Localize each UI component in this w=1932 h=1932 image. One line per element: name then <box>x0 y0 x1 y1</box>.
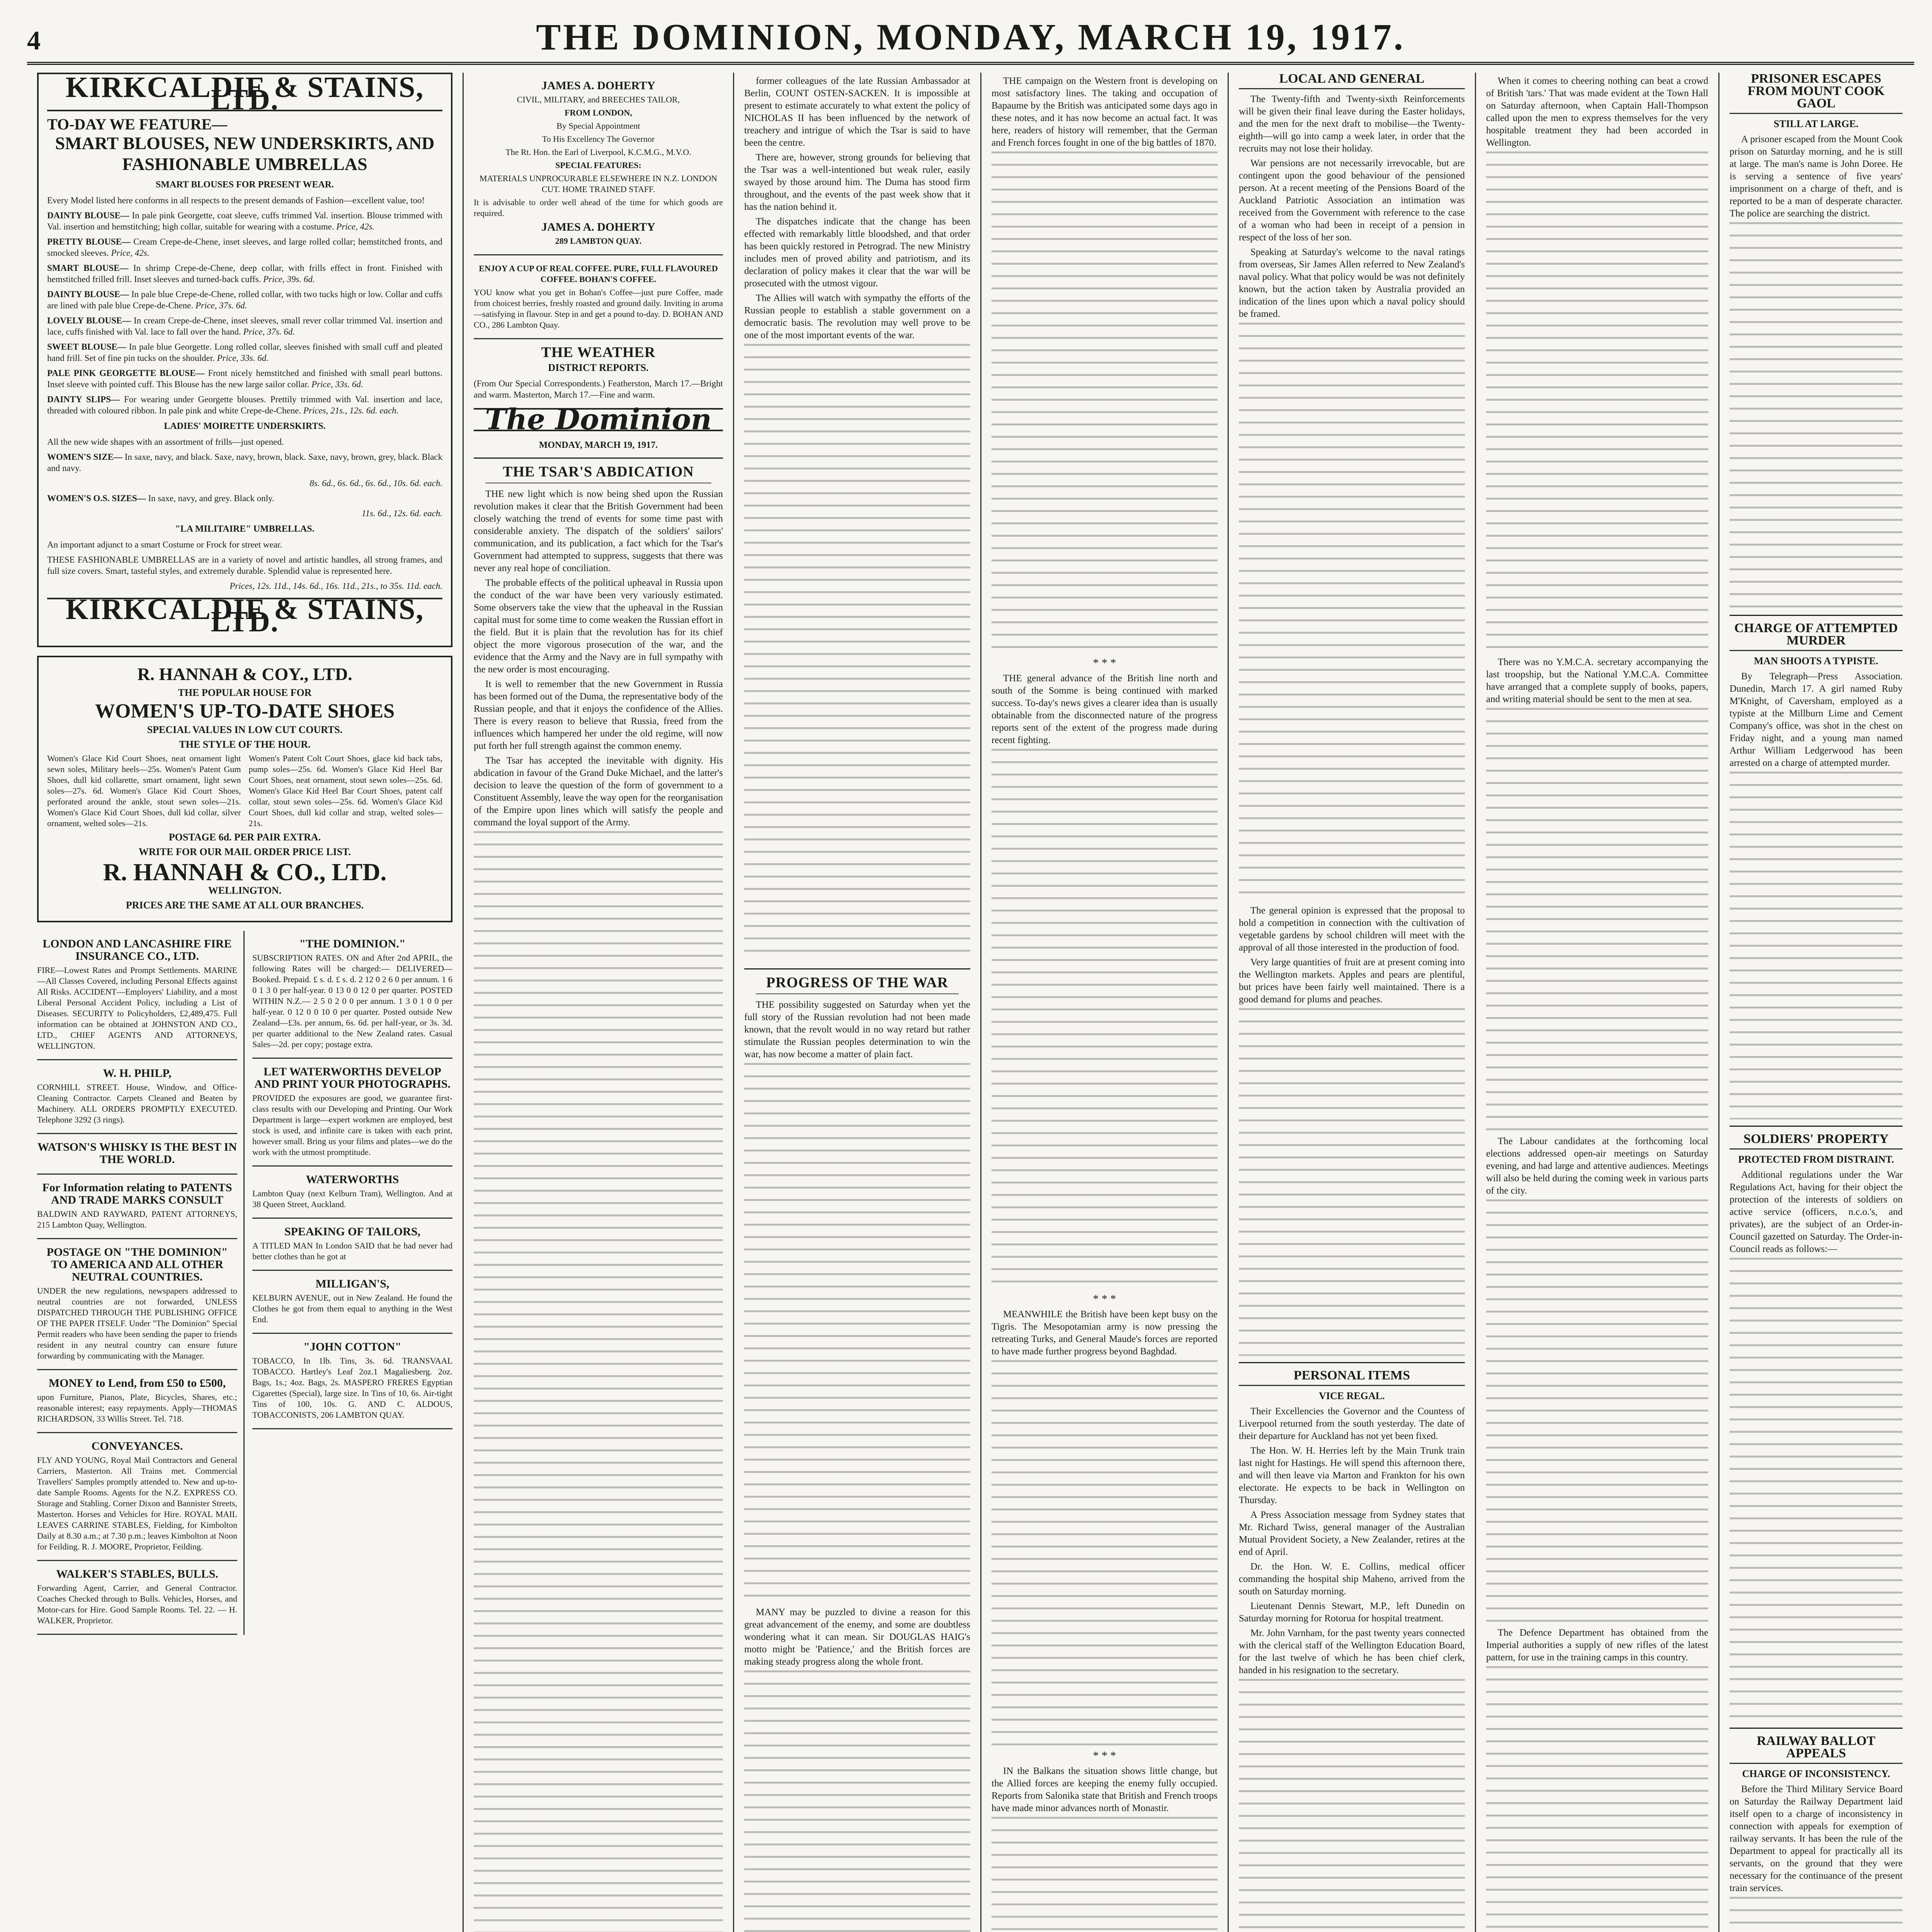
text-lines <box>1239 1679 1465 1932</box>
doherty-trade: CIVIL, MILITARY, and BREECHES TAILOR, <box>517 95 680 104</box>
ballot-text: Before the Third Military Service Board on Saturday the Railway Department laid itself open to a charge of inconsistency in connection with appeals for exemption of railway servants. It has been the rule of the Department to appeal for practically all its servants, on the ground that they were necessary for the continuance of the present train services. <box>1730 1784 1903 1893</box>
small-ads-left <box>37 931 245 1635</box>
leader-para-2: The probable effects of the political upheaval in Russia upon the conduct of the war have been very variously estimated. Some observers take the view that the upheaval in the Russian capital must for some time to come weaken the Russian effort in the field. But it is plain that the revolution has for its chief object the more vigorous prosecution of the war, and the evidence that the Army and the Navy are in full sympathy with the new order is most encouraging. <box>474 578 723 675</box>
small-ads <box>37 931 452 1635</box>
classified-ad-title: MONEY to Lend, from £50 to £500, <box>48 1377 226 1389</box>
text-lines <box>1730 772 1903 1119</box>
blouse-description: In shrimp Crepe-de-Chene, deep collar, with frills effect in front. Finished with hemstitched frilled frill. Inset sleeves and turned-back cuffs. <box>47 263 443 284</box>
personal-subheading: VICE REGAL. <box>1319 1390 1385 1401</box>
blouse-name: DAINTY BLOUSE— <box>47 211 129 220</box>
blouse-price: Price, 33s. 6d. <box>311 379 363 389</box>
soldiers-subheading: PROTECTED FROM DISTRAINT. <box>1738 1154 1894 1165</box>
classified-ad <box>252 1167 452 1219</box>
column-4: THE campaign on the Western front is developing on most satisfactory lines. The taking and occupation of Bapaume by the British was anticipated some days ago in these notes, and it has now become an actual fact. It was here, readers of history will remember, that the German and French forces fought in one of the big battles of 1870. * * * THE general advance of the British line north and south of the Somme is being continued with marked success. To-day's news gives a clearer idea than is usually obtainable from the disconnected nature of the progress reports sent of the extent of the progress made during recent fighting. * * * MEANWHILE the British have been kept busy on the Tigris. The Mesopotamian army is now pressing the retreating Turks, and General Maude's forces are reported to have made further progress beyond Baghdad. * * * IN the Balkans the situation shows little change, but the Allied forces are keeping the enemy fully occupied. Reports from Salonika state that British and French troops have made minor advances north of Monastir. <box>981 73 1229 1932</box>
blouse-item <box>47 262 442 285</box>
classified-ad-body: KELBURN AVENUE, out in New Zealand. He found the Clothes he got from them equal to anything in the West End. <box>252 1293 452 1324</box>
weather-text: (From Our Special Correspondents.) Featherston, March 17.—Bright and warm. Masterton, March 17.—Fine and warm. <box>474 379 723 400</box>
classified-ad-title: "JOHN COTTON" <box>303 1340 401 1353</box>
doherty-features: MATERIALS UNPROCURABLE ELSEWHERE IN N.Z. LONDON CUT. HOME TRAINED STAFF. <box>479 173 718 194</box>
classified-ad <box>37 1175 237 1239</box>
c3-para-1: former colleagues of the late Russian Ambassador at Berlin, COUNT OSTEN-SACKEN. It is impossible at present to estimate accurately to what extent the policy of NICHOLAS II has been influenced by the network of treachery and intrigue of which the Tsar is said to have been the centre. <box>744 76 970 148</box>
c3-para-2: There are, however, strong grounds for believing that the Tsar was a well-intentioned but weak ruler, easily swayed by those around him. The Duma has stood firm throughout, and the events of the past week show that it has the nation behind it. <box>744 152 970 212</box>
columns <box>27 73 1914 1932</box>
classified-ad-title: WATSON'S WHISKY IS THE BEST IN THE WORLD. <box>37 1141 237 1166</box>
c4-para-2: THE general advance of the British line north and south of the Somme is being continued with marked success. To-day's news gives a clearer idea than is usually obtainable from the disconnected nature of the progress reports sent of the extent of the progress made during recent fighting. <box>992 673 1218 745</box>
text-lines <box>744 344 970 962</box>
classified-ad-body: SUBSCRIPTION RATES. ON and After 2nd APRIL, the following Rates will be charged:— DELIVERED— Booked. Prepaid. £ s. d. £ s. d. 2 12 0 2 6 0 per annum. 1 6 0 1 3 0 per half-year. 0 13 0 0 12 0 per quarter. POSTED WITHIN N.Z.— 2 5 0 2 0 0 per annum. 1 3 0 1 0 0 per half-year. 0 12 0 0 10 0 per quarter. Posted outside New Zealand—£3s. per annum, 6s. 6d. per half-year, or 3s. 3d. per quarter additional to the New Zealand rates. Casual Sales—2d. per copy; postage extra. <box>252 953 452 1049</box>
hannah-heading: R. HANNAH & COY., LTD. <box>137 664 352 684</box>
doherty-appointment: By Special Appointment <box>556 121 640 131</box>
classified-ad-title: For Information relating to PATENTS AND TRADE MARKS CONSULT <box>42 1181 232 1206</box>
personal-para-6: Mr. John Varnham, for the past twenty years connected with the clerical staff of the Wellington Education Board, for the last twelve of which he has been chief clerk, handed in his resignation to the secretary. <box>1239 1628 1465 1675</box>
hannah-special: SPECIAL VALUES IN LOW CUT COURTS. <box>147 724 343 735</box>
escape-heading: PRISONER ESCAPES FROM MOUNT COOK GAOL <box>1730 73 1903 114</box>
blouses-intro: Every Model listed here conforms in all respects to the present demands of Fashion—excellent value, too! <box>47 196 425 205</box>
personal-para-1: Their Excellencies the Governor and the Countess of Liverpool returned from the south yesterday. The date of their departure for Auckland has not yet been fixed. <box>1239 1406 1465 1441</box>
hannah-ad <box>37 656 452 922</box>
local-para-4: The general opinion is expressed that the proposal to hold a competition in connection with the cultivation of vegetable gardens by school children will meet with the approval of all those interested in the production of food. <box>1239 905 1465 953</box>
text-lines <box>1730 1258 1903 1721</box>
text-lines <box>992 749 1218 1290</box>
c4-para-4: IN the Balkans the situation shows little change, but the Allied forces are keeping the enemy fully occupied. Reports from Salonika state that British and French troops have made minor advances north of Monastir. <box>992 1766 1218 1813</box>
classified-ad <box>37 931 237 1060</box>
classified-ad-body: BALDWIN AND RAYWARD, PATENT ATTORNEYS, 215 Lambton Quay, Wellington. <box>37 1209 237 1230</box>
blouse-name: SMART BLOUSE— <box>47 263 129 273</box>
text-lines <box>1239 323 1465 902</box>
doherty-features-heading: SPECIAL FEATURES: <box>555 160 641 170</box>
blouse-description: Cream Crepe-de-Chene, inset sleeves, and large rolled collar; hemstitched fronts, and smocked sleeves. <box>47 237 442 258</box>
classified-ad-title: W. H. PHILP, <box>103 1067 172 1080</box>
text-lines <box>992 151 1218 654</box>
escape-text: A prisoner escaped from the Mount Cook prison on Saturday morning, and he is still at large. The man's name is John Doree. He is serving a sentence of five years' imprisonment on a charge of theft, and is reported to be a man of desperate character. The police are searching the district. <box>1730 134 1903 219</box>
os-size-text: In saxe, navy, and grey. Black only. <box>148 493 274 503</box>
militaire-text: An important adjunct to a smart Costume or Frock for street wear. <box>47 540 282 549</box>
classified-ad <box>37 1239 237 1370</box>
text-lines <box>1486 1666 1708 1932</box>
hannah-shoes: WOMEN'S UP-TO-DATE SHOES <box>95 700 395 722</box>
blouse-name: DAINTY SLIPS— <box>47 395 120 404</box>
kirkcaldie-ad <box>37 73 452 647</box>
blouse-description: In cream Crepe-de-Chene, inset sleeves, small rever collar trimmed Val. insertion and lace, cuffs finished with Val. lace to fall over the hand. <box>47 316 443 337</box>
c3-para-4: The Allies will watch with sympathy the efforts of the Russian people to establish a stable government on a democratic basis. The revolution may well prove to be one of the most important events of the war. <box>744 293 970 340</box>
text-lines <box>744 1063 970 1604</box>
doherty-address: 289 LAMBTON QUAY. <box>555 236 642 246</box>
classified-ad-title: LET WATERWORTHS DEVELOP AND PRINT YOUR PHOTOGRAPHS. <box>254 1065 451 1090</box>
blouse-item <box>47 289 442 311</box>
paper-title: THE DOMINION, MONDAY, MARCH 19, 1917. <box>536 16 1405 58</box>
classified-ad <box>252 1271 452 1334</box>
classified-ad-title: "THE DOMINION." <box>299 937 406 950</box>
text-lines <box>1486 151 1708 654</box>
progress-title: PROGRESS OF THE WAR <box>766 975 949 991</box>
column-editorial <box>464 73 734 1932</box>
text-lines <box>474 831 723 1932</box>
c6-para-1: When it comes to cheering nothing can beat a crowd of British 'tars.' That was made evident at the Town Hall on Saturday afternoon, when Captain Hall-Thompson called upon the men to express themselves for the very hospitable treatment they had been accorded in Wellington. <box>1486 76 1708 148</box>
murder-subheading: MAN SHOOTS A TYPISTE. <box>1754 655 1878 667</box>
classified-ad-title: SPEAKING OF TAILORS, <box>284 1225 421 1238</box>
blouse-item <box>47 210 442 232</box>
leader-para-4: The Tsar has accepted the inevitable with dignity. His abdication in favour of the Grand Duke Michael, and the latter's decision to leave the question of the form of government to a Constituent Assembly, leave the way open for the reorganisation of the Empire upon lines which will satisfy the people and command the loyal support of the Army. <box>474 755 723 828</box>
classified-ad-body: upon Furniture, Pianos, Plate, Bicycles, Shares, etc.; reasonable interest; easy repayments. Apply—THOMAS RICHARDSON, 33 Willis Street. Tel. 718. <box>37 1392 237 1423</box>
classified-ad-title: MILLIGAN'S, <box>315 1277 389 1290</box>
page-number: 4 <box>27 26 41 56</box>
blouse-item <box>47 367 442 390</box>
classified-ad-title: CONVEYANCES. <box>91 1440 183 1452</box>
shoe-list-left: Women's Glace Kid Court Shoes, neat ornament light sewn soles, Military heels—25s. Women's Patent Gum Shoes, dull kid collarette, smart ornament, light sewn soles—27s. 6d. Women's Glace Kid Court Shoes, perforated around the ankle, stout sewn soles—21s. Women's Glace Kid Court Shoes, dull kid collar, silver ornament, welted soles—21s. <box>47 753 241 828</box>
blouse-name: PRETTY BLOUSE— <box>47 237 131 247</box>
blouse-description: Front nicely hemstitched and finished with small pearl buttons. Inset sleeve with pointed cuff. This Blouse has the new large sailor collar. <box>47 368 443 389</box>
doherty-name: JAMES A. DOHERTY <box>541 79 655 92</box>
classified-ad <box>252 931 452 1059</box>
classified-ad <box>37 1561 237 1635</box>
progress-para-2: MANY may be puzzled to divine a reason for this great advancement of the enemy, and some are doubtless wondering what it can mean. Sir DOUGLAS HAIG's motto might be 'Patience,' and the British forces are making steady progress along the whole front. <box>744 1607 970 1667</box>
blouse-description: In pale blue Crepe-de-Chene, rolled collar, with two tucks high or low. Collar and cuffs are lined with pale blue Crepe-de-Chene. <box>47 289 442 310</box>
text-lines <box>744 1670 970 1932</box>
kirkcaldie-heading: KIRKCALDIE & STAINS, LTD. <box>47 81 442 111</box>
soldiers-heading: SOLDIERS' PROPERTY <box>1730 1133 1903 1150</box>
murder-heading: CHARGE OF ATTEMPTED MURDER <box>1730 622 1903 651</box>
column-6 <box>1476 73 1719 1932</box>
blouse-price: Price, 37s. 6d. <box>243 327 295 337</box>
classified-ad-title: WATERWORTHS <box>306 1173 399 1186</box>
text-lines <box>1239 1008 1465 1356</box>
local-para-5: Very large quantities of fruit are at present coming into the Wellington markets. Apples and pears are plentiful, but prices have been fairly well maintained. There is a good demand for plums and peaches. <box>1239 957 1465 1005</box>
classified-ad <box>37 1370 237 1433</box>
dominion-nameplate: The Dominion <box>474 408 723 431</box>
coffee-ad <box>474 255 723 339</box>
os-size <box>47 493 442 504</box>
blouse-price: Price, 33s. 6d. <box>217 353 269 363</box>
classified-ad-body: UNDER the new regulations, newspapers addressed to neutral countries are not forwarded, UNLESS DISPATCHED THROUGH THE PUBLISHING OFFICE OF THE PAPER ITSELF. Under "The Dominion" Special Permit readers who have been sending the paper to friends resident in any neutral country can ensure future forwarding by communicating with the Manager. <box>37 1286 237 1361</box>
c6-para-3: The Labour candidates at the forthcoming local elections addressed open-air meetings on Saturday evening, and had large and attentive audiences. Meetings will also be held during the coming week in various parts of the city. <box>1486 1136 1708 1196</box>
coffee-heading: ENJOY A CUP OF REAL COFFEE. PURE, FULL FLAVOURED COFFEE. BOHAN'S COFFEE. <box>479 264 718 284</box>
personal-para-5: Lieutenant Dennis Stewart, M.P., left Dunedin on Saturday morning for Rotorua for hospital treatment. <box>1239 1601 1465 1624</box>
blouse-price: Prices, 21s., 12s. 6d. each. <box>303 406 399 415</box>
classified-ad-body: FIRE—Lowest Rates and Prompt Settlements. MARINE—All Classes Covered, including Personal Effects against All Risks. ACCIDENT—Employers' Liability, and a most Liberal Personal Accident Policy, including a List of Diseases. SECURITY to Policyholders, £2,489,475. Full information can be obtained at JOHNSTON AND CO., LTD., CHIEF AGENTS AND ATTORNEYS, WELLINGTON. <box>37 965 237 1051</box>
blouse-name: SWEET BLOUSE— <box>47 342 126 352</box>
classified-ad-body: Lambton Quay (next Kelburn Tram), Wellington. And at 38 Queen Street, Auckland. <box>252 1189 452 1209</box>
blouse-name: LOVELY BLOUSE— <box>47 316 131 325</box>
ballot-subheading: CHARGE OF INCONSISTENCY. <box>1742 1768 1890 1779</box>
blouse-item <box>47 394 442 416</box>
blouse-price: Price, 39s. 6d. <box>263 274 315 284</box>
shoe-list-right: Women's Patent Colt Court Shoes, glace kid back tabs, pump soles—25s. 6d. Women's Glace Kid Heel Bar Court Shoes, neat ornament, stout sewn soles—25s. 6d. Women's Glace Kid Heel Bar Court Shoes, patent calf collar, stout sewn soles—25s. 6d. Women's Glace Kid Court Shoes, dull kid collar and strap, welted soles—21s. <box>248 753 442 828</box>
hannah-style: THE STYLE OF THE HOUR. <box>179 739 311 750</box>
personal-para-4: Dr. the Hon. W. E. Collins, medical officer commanding the hospital ship Maheno, arrived from the south on Saturday morning. <box>1239 1561 1465 1597</box>
local-para-2: War pensions are not necessarily irrevocable, but are contingent upon the good behaviour of the pensioned person. At a recent meeting of the Pensions Board of the Auckland Patriotic Association an intimation was received from the Government with reference to the case of a woman who had been in receipt of a pension in respect of the loss of her son. <box>1239 158 1465 243</box>
soldiers-text: Additional regulations under the War Regulations Act, having for their object the protection of the interests of soldiers on active service (officers, n.c.o.'s, and privates), are the subject of an Order-in-Council gazetted on Saturday. The Order-in-Council reads as follows:— <box>1730 1170 1903 1254</box>
progress-para-1: THE possibility suggested on Saturday when yet the full story of the Russian revolution had not been made known, that the revolt would in no way retard but rather stimulate the Russian peoples determination to win the war, has now become a matter of plain fact. <box>744 1000 970 1060</box>
c4-para-3: MEANWHILE the British have been kept busy on the Tigris. The Mesopotamian army is now pressing the retreating Turks, and General Maude's forces are reported to have made further progress beyond Baghdad. <box>992 1309 1218 1357</box>
today-feature: TO-DAY WE FEATURE— <box>47 116 228 133</box>
umbrellas-text: THESE FASHIONABLE UMBRELLAS are in a variety of novel and artistic handles, all strong frames, and full size covers. Smart, tasteful styles, and extremely durable. Splendid value is represented here. <box>47 555 442 576</box>
classified-ad-body: Forwarding Agent, Carrier, and General Contractor. Coaches Checked through to Bulls. Vehicles, Horses, and Motor-cars for Hire. Good Sample Rooms. Tel. 22. — H. WALKER, Proprietor. <box>37 1583 237 1625</box>
moirette-intro: All the new wide shapes with an assortment of frills—just opened. <box>47 437 284 447</box>
blouses-subheading: SMART BLOUSES FOR PRESENT WEAR. <box>155 180 334 190</box>
moirette-heading: LADIES' MOIRETTE UNDERSKIRTS. <box>164 421 326 431</box>
masthead <box>27 15 1914 65</box>
personal-para-3: A Press Association message from Sydney states that Mr. Richard Twiss, general manager of the Australian Mutual Provident Society, a New Zealander, retires at the end of April. <box>1239 1510 1465 1557</box>
column-7 <box>1719 73 1913 1932</box>
os-size-label: WOMEN'S O.S. SIZES— <box>47 493 146 503</box>
weather-heading: THE WEATHER <box>541 344 656 361</box>
classified-ad-title: LONDON AND LANCASHIRE FIRE INSURANCE CO., LTD. <box>43 937 232 963</box>
personal-heading: PERSONAL ITEMS <box>1239 1369 1465 1386</box>
leader-date: MONDAY, MARCH 19, 1917. <box>539 440 658 450</box>
blouse-list <box>47 210 442 416</box>
column-local-general <box>1229 73 1476 1932</box>
escape-subheading: STILL AT LARGE. <box>1774 118 1859 129</box>
doherty-advice: It is advisable to order well ahead of the time for which goods are required. <box>474 197 723 218</box>
hannah-footer: R. HANNAH & CO., LTD. <box>103 858 387 886</box>
blouse-name: DAINTY BLOUSE— <box>47 289 129 299</box>
leader-para-1: THE new light which is now being shed upon the Russian revolution makes it clear that the British Government had been closely watching the trend of events for some time past with considerable anxiety. The dispatch of the soldiers' sailors' communication, and its publication, a fact which for the Tsar's Government had attempted to suppress, suggests that there was never any real hope of conciliation. <box>474 489 723 573</box>
text-lines <box>1486 708 1708 1133</box>
blouse-description: In pale blue Georgette. Long rolled collar, sleeves finished with small cuff and pleated hand frill. Set of fine pin tucks on the shoulder. <box>47 342 443 363</box>
women-size-label: WOMEN'S SIZE— <box>47 452 122 462</box>
blouse-price: Price, 42s. <box>336 222 375 231</box>
leader-title: THE TSAR'S ABDICATION <box>503 464 694 480</box>
c6-para-4: The Defence Department has obtained from the Imperial authorities a supply of new rifles of the latest pattern, for use in the training camps in this country. <box>1486 1628 1708 1663</box>
doherty-earl: The Rt. Hon. the Earl of Liverpool, K.C.M.G., M.V.O. <box>505 147 691 157</box>
classified-ad <box>37 1433 237 1561</box>
classified-ad-body: A TITLED MAN In London SAID that he had never had better clothes than he got at <box>252 1241 452 1261</box>
kirkcaldie-footer: KIRKCALDIE & STAINS, LTD. <box>47 598 442 632</box>
postage-note: POSTAGE 6d. PER PAIR EXTRA. <box>168 832 321 843</box>
blouse-description: For wearing under Georgette blouses. Prettily trimmed with Val. insertion and lace, threaded with coloured ribbon. In pale pink and white Crepe-de-Chene. <box>47 395 442 415</box>
hannah-city: WELLINGTON. <box>208 885 282 896</box>
column-3 <box>734 73 981 1932</box>
women-size <box>47 451 442 474</box>
blouse-price: Price, 37s. 6d. <box>195 301 247 310</box>
hannah-popular: THE POPULAR HOUSE FOR <box>178 687 312 698</box>
classified-ad-body: CORNHILL STREET. House, Window, and Office-Cleaning Contractor. Carpets Cleaned and Beaten by Machinery. ALL ORDERS PROMPTLY EXECUTED. Telephone 3292 (3 rings). <box>37 1082 237 1124</box>
price-list-note: WRITE FOR OUR MAIL ORDER PRICE LIST. <box>138 846 351 857</box>
blouse-price: Price, 42s. <box>111 248 150 258</box>
text-lines <box>992 1817 1218 1932</box>
leader-para-3: It is well to remember that the new Government in Russia has been formed out of the Duma, the representative body of the Russian people, and that it enjoys the confidence of the Allies. There is every reason to believe that Russia, freed from the influences which hampered her under the old regime, will now put forth her full strength against the common enemy. <box>474 679 723 751</box>
small-ads-right <box>252 931 452 1635</box>
classified-ad-body: PROVIDED the exposures are good, we guarantee first-class results with our Developing and Printing. Our Work Department is large—expert workmen are employed, best stock is used, and infinite care is taken with each print, however small. Bring us your films and plates—we do the work with the utmost promptitude. <box>252 1093 452 1157</box>
classified-ad <box>37 1060 237 1134</box>
ballot-heading: RAILWAY BALLOT APPEALS <box>1730 1735 1903 1764</box>
militaire-heading: "LA MILITAIRE" UMBRELLAS. <box>175 524 315 534</box>
coffee-body: YOU know what you get in Bohan's Coffee—just pure Coffee, made from choicest berries, freshly roasted and ground daily. Inviting in aroma—satisfying in flavour. Step in and get a pound to-day. D. BOHAN AND CO., 286 Lambton Quay. <box>474 287 723 330</box>
local-general-heading: LOCAL AND GENERAL <box>1239 73 1465 89</box>
doherty-to: To His Excellency The Governor <box>542 134 655 144</box>
blouse-name: PALE PINK GEORGETTE BLOUSE— <box>47 368 205 378</box>
women-size-colors: In saxe, navy, and black. Saxe, navy, brown, black. Saxe, navy, brown, grey, black. Black and navy. <box>47 452 443 473</box>
local-para-1: The Twenty-fifth and Twenty-sixth Reinforcements will be given their final leave during the Easter holidays, and the men for the next draft to mobilise—the Twenty-eighth—will go into camp a week later, in order that the recruits may not lose their holiday. <box>1239 94 1465 154</box>
weather-subheading: DISTRICT REPORTS. <box>548 362 649 373</box>
c6-para-2: There was no Y.M.C.A. secretary accompanying the last troopship, but the National Y.M.C.A. Committee have arranged that a complete supply of books, papers, and writing material should be sent to the men at sea. <box>1486 657 1708 704</box>
blouse-description: In pale pink Georgette, coat sleeve, cuffs trimmed Val. insertion. Blouse trimmed with Val. insertion and hemstitching; high collar, suitable for wearing with a costume. <box>47 211 442 231</box>
doherty-ad <box>474 73 723 255</box>
text-lines <box>1730 1897 1903 1932</box>
murder-text: By Telegraph—Press Association. Dunedin, March 17. A girl named Ruby M'Knight, of Caversham, employed as a typiste at the Millburn Lime and Cement Company's office, was shot in the chest on Friday night, and a young man named Arthur William Ledgerwood has been arrested on a charge of attempted murder. <box>1730 671 1903 768</box>
feature-title: SMART BLOUSES, NEW UNDERSKIRTS, AND FASHIONABLE UMBRELLAS <box>55 133 435 174</box>
c4-para-1: THE campaign on the Western front is developing on most satisfactory lines. The taking and occupation of Bapaume by the British was anticipated some days ago in these notes, and it has now become an actual fact. It was here, readers of history will remember, that the German and French forces fought in one of the big battles of 1870. <box>992 76 1218 148</box>
shoe-list <box>47 753 442 829</box>
classified-ad <box>252 1219 452 1271</box>
women-size-prices: 8s. 6d., 6s. 6d., 6s. 6d., 10s. 6d. each. <box>310 478 442 488</box>
classified-ad-body: FLY AND YOUNG, Royal Mail Contractors and General Carriers, Masterton. All Trains met. Commercial Travellers' Samples promptly attended to. New and up-to-date Sample Rooms. Agents for the N.Z. EXPRESS CO. Storage and Stabling. Corner Dixon and Bannister Streets, Masterton. Horses and Vehicles for Hire. ROYAL MAIL LEAVES CARRINE STABLES, Fielding, for Kimbolton Daily at 8.30 a.m.; at 7.30 p.m.; leaves Kimbolton at Noon for Feilding. R. J. MOORE, Proprietor, Feilding. <box>37 1455 237 1551</box>
column-advertisements <box>27 73 464 1932</box>
classified-ad <box>252 1059 452 1167</box>
blouse-item <box>47 315 442 337</box>
personal-para-2: The Hon. W. H. Herries left by the Main Trunk train last night for Hastings. He will spend this afternoon there, and will then leave via Marton and Frankton for his own electorate. He expects to be back in Wellington on Thursday. <box>1239 1446 1465 1505</box>
local-para-3: Speaking at Saturday's welcome to the naval ratings from overseas, Sir James Allen referred to New Zealand's naval policy. What that policy would be was not definitely known, but the action taken by Australia provided an indication of the lines upon which a naval policy should be framed. <box>1239 247 1465 319</box>
c3-para-3: The dispatches indicate that the change has been effected with remarkably little bloodshed, and that order has been quickly restored in Petrograd. The new Ministry includes men of proved ability and patriotism, and its declaration of policy makes it clear that the war will be prosecuted with the utmost vigour. <box>744 216 970 289</box>
classified-ad <box>37 1134 237 1175</box>
umbrellas-prices: Prices, 12s. 11d., 14s. 6d., 16s. 11d., 21s., to 35s. 11d. each. <box>230 581 442 591</box>
doherty-from: FROM LONDON, <box>565 108 632 117</box>
text-lines <box>992 1360 1218 1747</box>
text-lines <box>1486 1199 1708 1624</box>
text-lines <box>1730 222 1903 609</box>
doherty-footer-name: JAMES A. DOHERTY <box>541 221 655 233</box>
os-size-prices: 11s. 6d., 12s. 6d. each. <box>361 509 442 518</box>
blouse-item <box>47 236 442 259</box>
hannah-branches: PRICES ARE THE SAME AT ALL OUR BRANCHES. <box>126 900 364 911</box>
blouse-item <box>47 341 442 364</box>
classified-ad-title: WALKER'S STABLES, BULLS. <box>56 1568 218 1580</box>
classified-ad <box>252 1334 452 1429</box>
classified-ad-title: POSTAGE ON "THE DOMINION" TO AMERICA AND ALL OTHER NEUTRAL COUNTRIES. <box>46 1246 228 1283</box>
classified-ad-body: TOBACCO, In 1lb. Tins, 3s. 6d. TRANSVAAL TOBACCO. Hartley's Leaf 2oz.1 Magaliesberg. 2oz. Bags, 1s.; 4oz. Bags, 2s. MASPERO FRERES Egyptian Cigarettes (Special), large size. In Tins of 10, 6s. Air-tight Tins of 100, 10s. G. AND C. ALDOUS, TOBACCONISTS, 206 LAMBTON QUAY. <box>252 1356 452 1420</box>
